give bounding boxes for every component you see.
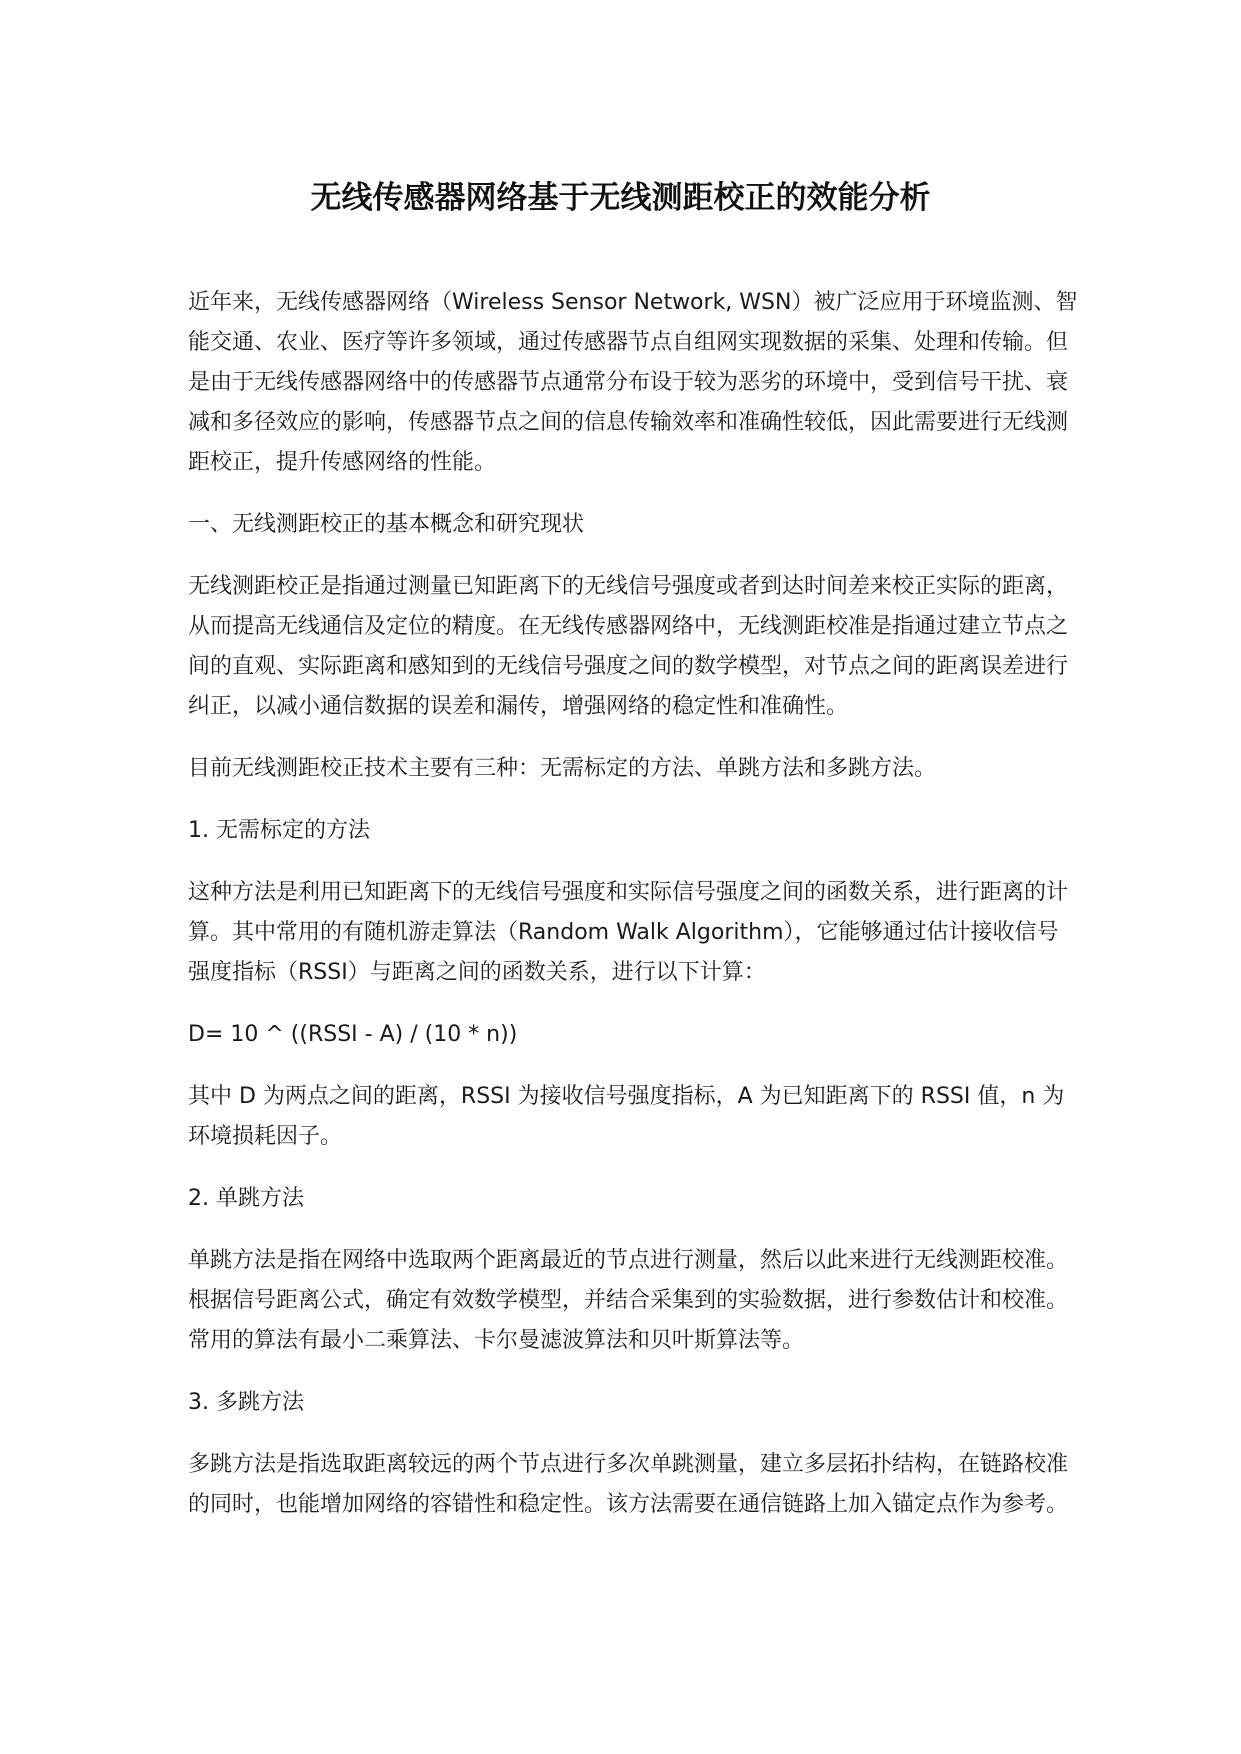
method-heading-2: 2. 单跳方法 bbox=[188, 1186, 304, 1211]
method-1-paragraph: 这种方法是利用已知距离下的无线信号强度和实际信号强度之间的函数关系，进行距离的计算。其中常用的有随机游走算法（Random Walk Algorithm），它能够通过估计接收信号强度指标（RSSI）与距离之间的函数关系，进行以下计算： bbox=[188, 880, 1069, 985]
document-title: 无线传感器网络基于无线测距校正的效能分析 bbox=[310, 180, 931, 216]
intro-paragraph: 近年来，无线传感器网络（Wireless Sensor Network, WSN）被广泛应用于环境监测、智能交通、农业、医疗等许多领域，通过传感器节点自组网实现数据的采集、处理和传输。但是由于无线传感器网络中的传感器节点通常分布设于较为恶劣的环境中，受到信号干扰、衰减和多径效应的影响，传感器节点之间的信息传输效率和准确性较低，因此需要进行无线测距校正，提升传感网络的性能。 bbox=[188, 290, 1078, 475]
definition-paragraph: 无线测距校正是指通过测量已知距离下的无线信号强度或者到达时间差来校正实际的距离，从而提高无线通信及定位的精度。在无线传感器网络中，无线测距校准是指通过建立节点之间的直观、实际距离和感知到的无线信号强度之间的数学模型，对节点之间的距离误差进行纠正，以减小通信数据的误差和漏传，增强网络的稳定性和准确性。 bbox=[188, 574, 1069, 719]
formula: D= 10 ^ ((RSSI - A) / (10 * n)) bbox=[188, 1022, 518, 1047]
document-body bbox=[188, 283, 1078, 1525]
method-heading-1: 1. 无需标定的方法 bbox=[188, 818, 370, 843]
method-2-paragraph: 单跳方法是指在网络中选取两个距离最近的节点进行测量，然后以此来进行无线测距校准。根据信号距离公式，确定有效数学模型，并结合采集到的实验数据，进行参数估计和校准。常用的算法有最小二乘算法、卡尔曼滤波算法和贝叶斯算法等。 bbox=[188, 1248, 1069, 1353]
method-3-paragraph: 多跳方法是指选取距离较远的两个节点进行多次单跳测量，建立多层拓扑结构，在链路校准的同时，也能增加网络的容错性和稳定性。该方法需要在通信链路上加入锚定点作为参考。 bbox=[188, 1452, 1069, 1517]
methods-overview-paragraph: 目前无线测距校正技术主要有三种：无需标定的方法、单跳方法和多跳方法。 bbox=[188, 756, 937, 781]
formula-explanation: 其中 D 为两点之间的距离，RSSI 为接收信号强度指标，A 为已知距离下的 RSSI 值，n 为环境损耗因子。 bbox=[188, 1084, 1065, 1149]
method-heading-3: 3. 多跳方法 bbox=[188, 1390, 304, 1415]
section-heading-1: 一、无线测距校正的基本概念和研究现状 bbox=[188, 512, 585, 537]
